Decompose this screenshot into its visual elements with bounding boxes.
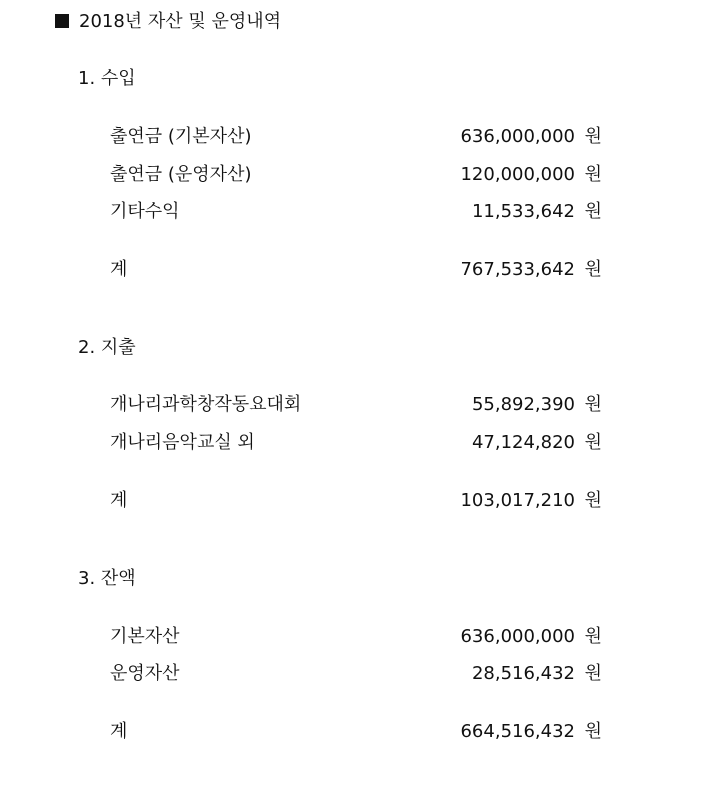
row-label: 기본자산: [110, 626, 180, 647]
expense-row-music-class: [110, 429, 605, 457]
row-label: 개나리음악교실 외: [110, 432, 255, 453]
row-amount: 55,892,390: [471, 394, 575, 415]
black-square-bullet-icon: [55, 14, 69, 28]
row-unit: 원: [584, 432, 602, 453]
report-title-text: 2018년 자산 및 운영내역: [79, 11, 282, 32]
total-label: 계: [110, 259, 128, 280]
row-label: 기타수익: [110, 201, 180, 222]
row-unit: 원: [584, 663, 602, 684]
balance-total-row: [110, 718, 605, 746]
row-unit: 원: [584, 126, 602, 147]
income-row-other-revenue: [110, 198, 605, 226]
total-amount: 103,017,210: [460, 490, 575, 511]
total-amount: 767,533,642: [460, 259, 575, 280]
row-label: 출연금 (기본자산): [110, 126, 252, 147]
expense-row-song-contest: [110, 391, 605, 419]
report-title: [55, 8, 281, 36]
section-heading-expenses: 2. 지출: [78, 337, 136, 358]
balance-row-basic-assets: [110, 623, 605, 651]
section-heading-balance: 3. 잔액: [78, 568, 136, 589]
total-unit: 원: [584, 721, 602, 742]
row-amount: 120,000,000: [460, 164, 575, 185]
income-total-row: [110, 256, 605, 284]
row-unit: 원: [584, 626, 602, 647]
section-heading-income: 1. 수입: [78, 68, 136, 89]
total-label: 계: [110, 490, 128, 511]
row-label: 출연금 (운영자산): [110, 164, 252, 185]
expense-total-row: [110, 487, 605, 515]
row-unit: 원: [584, 394, 602, 415]
income-row-basic-endowment: [110, 123, 605, 151]
total-unit: 원: [584, 490, 602, 511]
total-unit: 원: [584, 259, 602, 280]
row-amount: 636,000,000: [460, 126, 575, 147]
row-label: 개나리과학창작동요대회: [110, 394, 302, 415]
row-amount: 47,124,820: [471, 432, 575, 453]
total-label: 계: [110, 721, 128, 742]
row-amount: 28,516,432: [471, 663, 575, 684]
row-unit: 원: [584, 201, 602, 222]
total-amount: 664,516,432: [460, 721, 575, 742]
income-row-operating-endowment: [110, 161, 605, 189]
balance-row-operating-assets: [110, 660, 605, 688]
row-amount: 11,533,642: [471, 201, 575, 222]
row-label: 운영자산: [110, 663, 180, 684]
row-unit: 원: [584, 164, 602, 185]
row-amount: 636,000,000: [460, 626, 575, 647]
